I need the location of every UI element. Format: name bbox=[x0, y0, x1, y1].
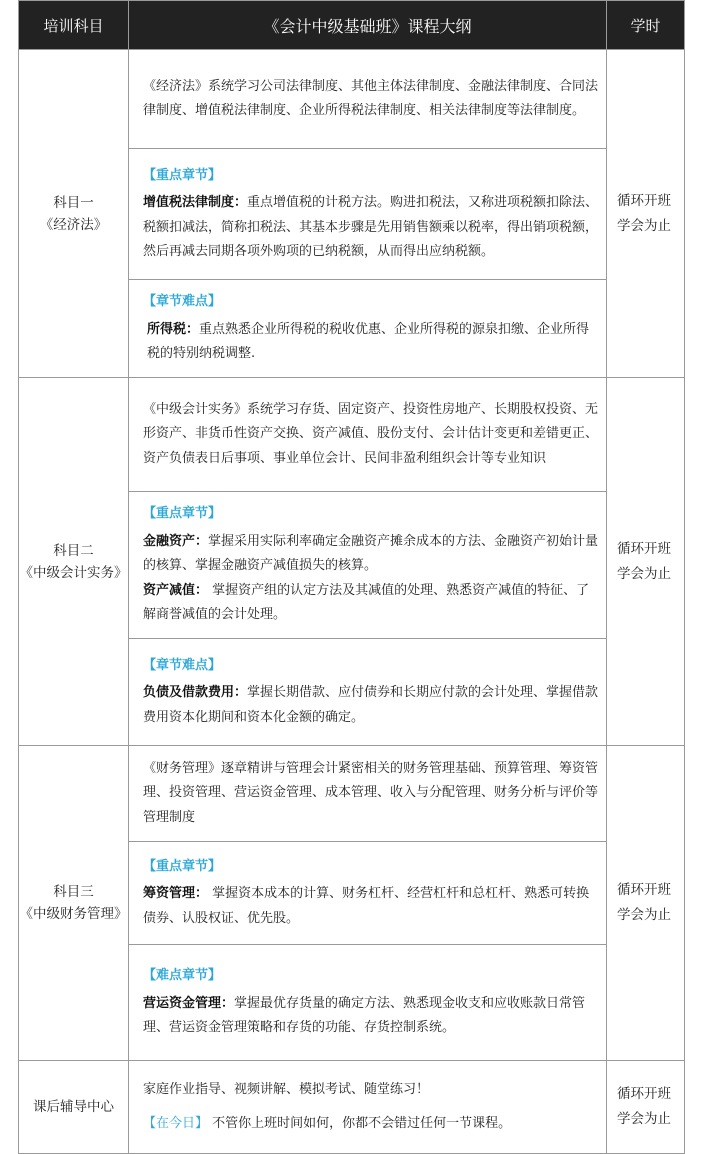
after-class-line1: 家庭作业指导、视频讲解、模拟考试、随堂练习！ bbox=[143, 1082, 430, 1097]
subject1-name: 科目一 《经济法》 bbox=[19, 50, 129, 378]
after-class-row bbox=[19, 1061, 685, 1154]
subject2-hard-section bbox=[129, 639, 607, 746]
subject1-hard-section bbox=[129, 280, 607, 378]
key-chapter-tag: 【重点章节】 bbox=[143, 506, 222, 522]
subject1-hours: 循环开班 学会为止 bbox=[607, 50, 685, 378]
subject2-overview: 《中级会计实务》系统学习存货、固定资产、投资性房地产、长期股权投资、无形资产、非货币性资产交换、资产减值、股份支付、会计估计变更和差错更正、资产负债表日后事项、事业单位会计、民间非盈利组织会计等专业知识 bbox=[129, 378, 607, 492]
after-class-name: 课后辅导中心 bbox=[19, 1061, 129, 1154]
subject1-overview: 《经济法》系统学习公司法律制度、其他主体法律制度、金融法律制度、合同法律制度、增值税法律制度、企业所得税法律制度、相关法律制度等法律制度。 bbox=[129, 50, 607, 149]
subject2-name: 科目二 《中级会计实务》 bbox=[19, 378, 129, 746]
key-chapter-tag: 【重点章节】 bbox=[143, 167, 222, 183]
subject2-hours: 循环开班 学会为止 bbox=[607, 378, 685, 746]
subject2-key-item-1: 金融资产：掌握采用实际利率确定金融资产摊余成本的方法、金融资产初始计量的核算、掌握金融资产减值损失的核算。 bbox=[143, 533, 599, 574]
subject3-key-section bbox=[129, 842, 607, 945]
subject3-key-item: 筹资管理： 掌握资本成本的计算、财务杠杆、经营杠杆和总杠杆、熟悉可转换债券、认股权证、优先股。 bbox=[143, 886, 590, 926]
subject3-hard-item: 营运资金管理：掌握最优存货量的确定方法、熟悉现金收支和应收账款日常管理、营运资金管理策略和存货的功能、存货控制系统。 bbox=[143, 995, 586, 1036]
subject2-overview-row bbox=[19, 378, 685, 492]
subject3-hard-section bbox=[129, 945, 607, 1061]
subject3-overview: 《财务管理》逐章精讲与管理会计紧密相关的财务管理基础、预算管理、筹资管理、投资管理、营运资金管理、成本管理、收入与分配管理、财务分析与评价等管理制度 bbox=[129, 746, 607, 842]
subject3-overview-row bbox=[19, 746, 685, 842]
hard-chapter-tag-alt: 【难点章节】 bbox=[143, 968, 222, 984]
subject1-hard-item: 所得税：重点熟悉企业所得税的税收优惠、企业所得税的源泉扣缴、企业所得税的特别纳税调整. bbox=[147, 321, 590, 362]
hard-chapter-tag: 【章节难点】 bbox=[143, 294, 222, 310]
subject2-key-item-2: 资产减值： 掌握资产组的认定方法及其减值的处理、熟悉资产减值的特征、了解商誉减值的会计处理。 bbox=[143, 582, 590, 623]
subject2-key-section bbox=[129, 492, 607, 639]
key-chapter-tag: 【重点章节】 bbox=[143, 858, 222, 874]
subject3-hours: 循环开班 学会为止 bbox=[607, 746, 685, 1061]
hard-chapter-tag: 【章节难点】 bbox=[143, 657, 222, 673]
subject1-overview-row bbox=[19, 50, 685, 149]
header-hours: 学时 bbox=[607, 1, 685, 50]
subject1-key-section bbox=[129, 149, 607, 280]
today-tag: 【在今日】 bbox=[143, 1116, 209, 1131]
subject3-name: 科目三 《中级财务管理》 bbox=[19, 746, 129, 1061]
header-course-title: 《会计中级基础班》课程大纲 bbox=[129, 1, 607, 50]
subject1-key-item: 增值税法律制度：重点增值税的计税方法。购进扣税法，又称进项税额扣除法、税额扣减法，简称扣税法、其基本步骤是先用销售额乘以税率，得出销项税额，然后再减去同期各项外购项的已纳税额，从而得出应纳税额。 bbox=[143, 195, 599, 259]
subject2-hard-item: 负债及借款费用：掌握长期借款、应付债券和长期应付款的会计处理、掌握借款费用资本化期间和资本化金额的确定。 bbox=[143, 685, 599, 725]
after-class-content bbox=[129, 1061, 607, 1154]
syllabus-table bbox=[18, 0, 685, 1154]
header-row bbox=[19, 1, 685, 50]
header-subject: 培训科目 bbox=[19, 1, 129, 50]
after-class-line2: 【在今日】 不管你上班时间如何，你都不会错过任何一节课程。 bbox=[143, 1116, 512, 1131]
after-class-hours: 循环开班 学会为止 bbox=[607, 1061, 685, 1154]
